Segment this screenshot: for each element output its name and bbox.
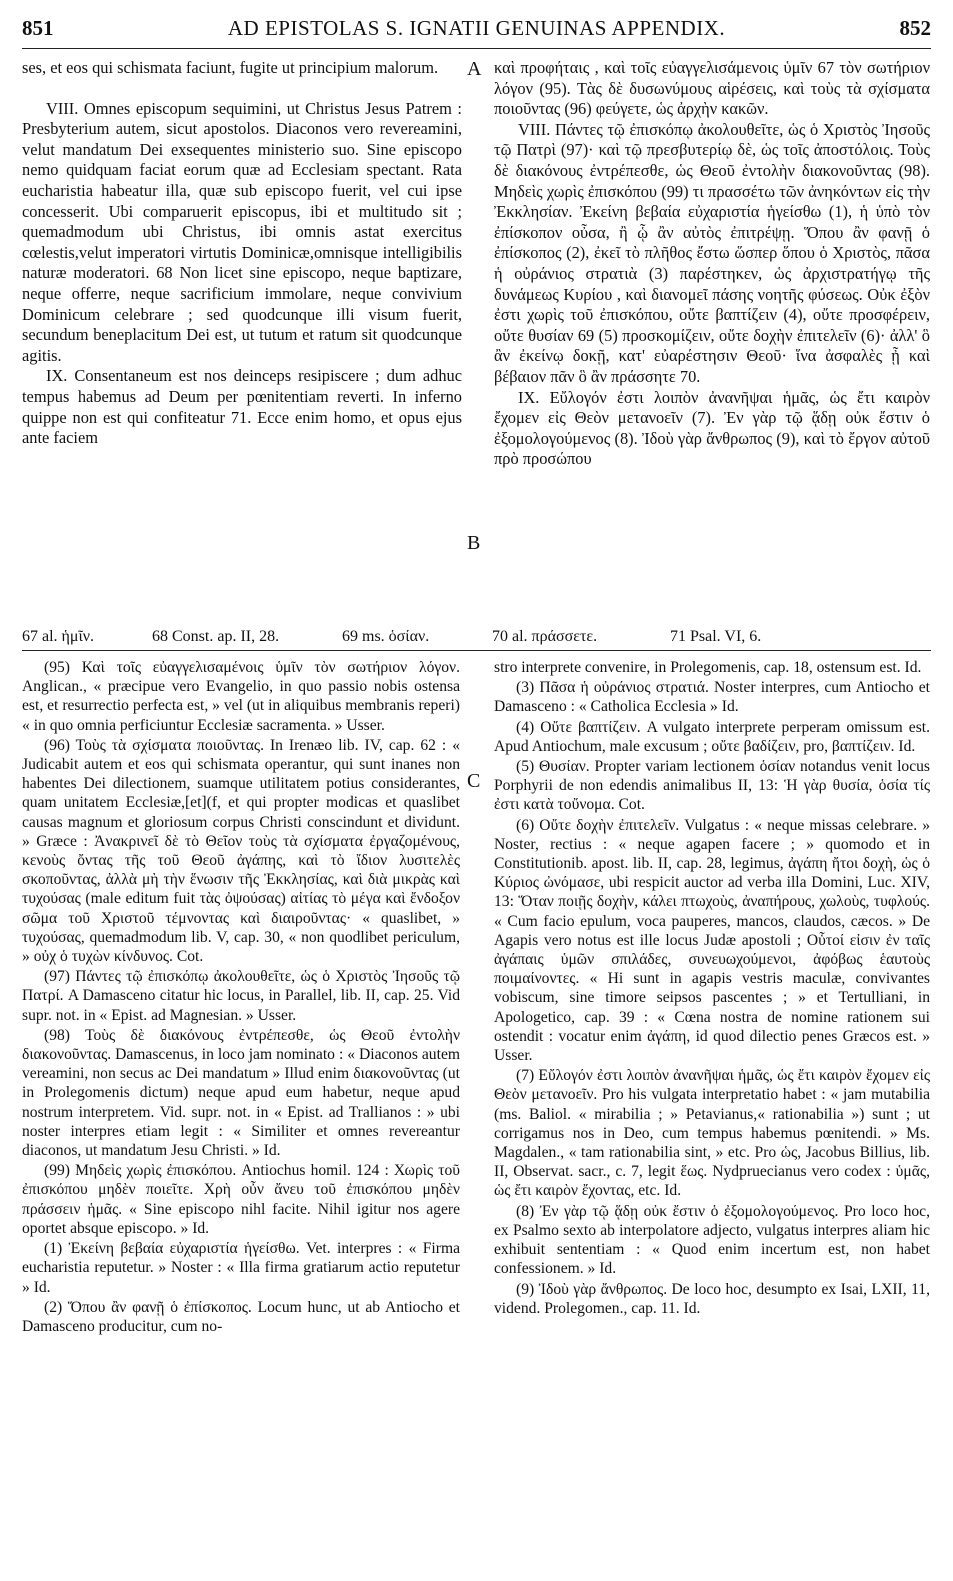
note-2: (2) Ὅπου ἂν φανῇ ὁ ἐπίσκοπος. Locum hunc, ut ab Antiocho et Damasceno producitur, cum no-: [22, 1298, 460, 1335]
note-9: (9) Ἰδοὺ γὰρ ἄνθρωπος. De loco hoc, desumpto ex Isai, LXII, 11, vidend. Prolegomen., cap. 11. Id.: [494, 1280, 930, 1317]
note-99: (99) Μηδεὶς χωρὶς ἐπισκόπου. Antiochus homil. 124 : Χωρὶς τοῦ ἐπισκόπου μηδὲν ποιεῖτε. Χρὴ οὖν ἄνευ τοῦ ἐπισκόπου μηδὲν πράσσειν ἡμᾶς. « Sine episcopo nihl facite. Nihil igitur nos agere oportet absque episcopo. » Id.: [22, 1162, 460, 1237]
greek-paragraph-viii: VIII. Πάντες τῷ ἐπισκόπῳ ἀκολουθεῖτε, ὡς ὁ Χριστὸς Ἰησοῦς τῷ Πατρὶ (97)· καὶ τῷ πρεσβυτερίῳ δὲ, ὡς τοῖς ἀποστόλοις. Τοὺς δὲ διακόνους ἐντρέπεσθε, ὡς Θεοῦ ἐντολὴν διακονοῦντας (98). Μηδεὶς χωρὶς ἐπισκόπου (99) τι πρασσέτω τῶν ἀνηκόντων εἰς τὴν Ἐκκλησίαν. Ἐκείνη βεβαία εὐχαριστία ἡγείσθω (1), ἡ ὑπὸ τὸν ἐπίσκοπον οὖσα, ἢ ᾧ ἂν αὐτὸς ἐπιτρέψῃ. Ὅπου ἂν φανῇ ὁ ἐπίσκοπος (2), ἐκεῖ τὸ πλῆθος ἔστω ὥσπερ ὅπου ὁ Χριστὸς, πᾶσα ἡ οὐράνιος στρατιὰ (3) παρέστηκεν, ὡς ἀρχιστρατήγῳ τῆς δυνάμεως Κυρίου , καὶ διανομεῖ πάσης νοητῆς φύσεως. Οὐκ ἐξὸν ἐστι χωρὶς τοῦ ἐπισκόπου, οὔτε βαπτίζειν (4), οὔτε προσφέρειν, οὔτε θυσίαν 69 (5) προσκομίζειν, οὔτε δοχὴν ἐπιτελεῖν (6)· ἀλλ' ὃ ἂν ἐκείνῳ δοκῇ, κατ' εὐαρέστησιν Θεοῦ· ἵνα ἀσφαλὲς ᾖ καὶ βέβαιον πᾶν ὃ ἂν πράσσητε 70.: [494, 119, 930, 386]
page-number-left: 851: [22, 16, 54, 40]
notes-right-column: [494, 658, 930, 1573]
latin-column: [22, 58, 462, 449]
note-4: (4) Οὔτε βαπτίζειν. A vulgato interprete perperam omissum est. Apud Antiochum, male excusum ; οὔτε βαδίζειν, pro, βαπτίζειν. Id.: [494, 718, 930, 755]
note-7: (7) Εὔλογόν ἐστι λοιπὸν ἀνανῆψαι ἡμᾶς, ὡς ἔτι καιρὸν ἔχομεν εἰς Θεὸν μετανοεῖν. Pro his vulgata interpretatio habet : « jam mutabilia (ms. Baliol. « mirabilia ; » Petavianus,« rationabilia ») sunt ; ut corrigamus nos in Deo, cum tempus habemus pœnitendi. » Ms. Magdalen., « tam rationabilia sint, » etc. Pro ὡς, Jacobus Billius, lib. II, Observat. sacr., c. 7, legit ἕως. Nydpruecianus vero codex : ὑμᾶς, ὡς ἔτι καιρὸν ἔχοντας, etc. Id.: [494, 1067, 930, 1200]
notes-left-column: [22, 658, 460, 1573]
note-1: (1) Ἐκείνη βεβαία εὐχαριστία ἡγείσθω. Vet. interpres : « Firma eucharistia reputetur. » Noster : « Illa firma gratiarum actio reputetur » Id.: [22, 1240, 460, 1296]
footnote-71: 71 Psal. VI, 6.: [670, 628, 762, 645]
footnote-69: 69 ms. ὁσίαν.: [342, 628, 430, 645]
note-95: (95) Καὶ τοῖς εὐαγγελισαμένοις ὑμῖν τὸν σωτήριον λόγον. Anglican., « præcipue vero Evangelio, in quo passio nobis ostensa est, et resurrectio perfecta est, » vel (ut in aliquibus membranis reperi) « in quo omnia perficiuntur Ecclesiæ sacramenta. » Usser.: [22, 659, 460, 734]
note-96: (96) Τοὺς τὰ σχίσματα ποιοῦντας. In Irenæo lib. IV, cap. 62 : « Judicabit autem et eos qui schismata operantur, qui sunt inanes non habentes Dei dilectionem, suamque utilitatem potius considerantes, quam unitatem Ecclesiæ,[et](f, et qui propter modicas et quaslibet causas magnum et gloriosum corpus Christi conscindunt et dividunt. » Græce : Ἀνακρινεῖ δὲ τὸ Θεῖον τοὺς τὰ σχίσματα ἐργαζομένους, κενοὺς ὄντας τῆς τοῦ Θεοῦ ἀγάπης, καὶ τὸ ἴδιον λυσιτελὲς σκοποῦντας, ἀλλὰ μὴ τὴν ἕνωσιν τῆς Ἐκκλησίας, καὶ διὰ μικρὰς καὶ τυχούσας (male editum fuit τὰς ὀψούσας) αἰτίας τὸ μέγα καὶ ἔνδοξον σῶμα τοῦ Χριστοῦ τέμνοντας καὶ διαιροῦντας· « quaslibet, » τυχούσας, quemadmodum lib. V, cap. 30, « non quodlibet periculum, » οὐχ ὁ τυχὼν κίνδυνος. Cot.: [22, 736, 460, 966]
note-3: (3) Πᾶσα ἡ οὐράνιος στρατιά. Noster interpres, cum Antiocho et Damasceno : « Catholica Ecclesia » Id.: [494, 679, 930, 716]
latin-paragraph-opening: ses, et eos qui schismata faciunt, fugite ut principium malorum.: [22, 58, 439, 77]
footnote-67: 67 al. ἡμῖν.: [22, 628, 95, 645]
note-6: (6) Οὔτε δοχὴν ἐπιτελεῖν. Vulgatus : « neque missas celebrare. » Noster, rectius : « neque agapen facere ; » quomodo et in Constitutionib. apost. lib. II, cap. 28, legimus, ἀγάπη ἤτοι δοχὴ, ὡς ὁ Κύριος ὠνόμασε, ubi respicit auctor ad verba illa Domini, Luc. XIV, 13: Ὅταν ποιῇς δοχὴν, κάλει πτωχοὺς, ἀναπήρους, χωλοὺς, τυφλούς. « Cum facio epulum, voca pauperes, mancos, claudos, cæcos. » De Agapis vero notus est ille locus Judæ apostoli ; Οὗτοί εἰσιν ἐν ταῖς ἀγάπαις ὑμῶν σπιλάδες, συνευωχούμενοι, ἀφόβως ἑαυτοὺς ποιμαίνοντες. « Hi sunt in agapis vestris maculæ, convivantes vobiscum, sine timore seipsos pascentes ; » et Tertulliani, in Apologetico, cap. 39 : « Cœna nostra de nomine rationem sui ostendit : vocatur enim ἀγάπη, id quod dilectio penes Græcos est. » Usser.: [494, 816, 930, 1065]
footnote-70: 70 al. πράσσετε.: [492, 628, 598, 645]
margin-letter-c: C: [467, 770, 481, 792]
note-2-continued: stro interprete convenire, in Prolegomenis, cap. 18, ostensum est. Id.: [494, 659, 922, 676]
footnote-68: 68 Const. ap. II, 28.: [152, 628, 280, 645]
footnote-line: [22, 628, 931, 651]
note-8: (8) Ἐν γὰρ τῷ ᾅδῃ οὐκ ἔστιν ὁ ἐξομολογούμενος. Pro loco hoc, ex Psalmo sexto ab interpolatore adjecto, vulgatus interpres aliam hic exhibuit sententiam : « Quod enim incertum est, non habet confessionem. » Id.: [494, 1202, 930, 1278]
margin-letter-a: A: [467, 58, 482, 80]
running-title: AD EPISTOLAS S. IGNATII GENUINAS APPENDIX.: [227, 16, 726, 40]
margin-letter-b: B: [467, 532, 481, 554]
greek-paragraph-opening: καὶ προφήταις , καὶ τοῖς εὐαγγελισάμενοις ὑμῖν 67 τὸν σωτήριον λόγον (95). Τὰς δὲ δυσωνύμους αἱρέσεις, καὶ τοὺς τὰ σχίσματα ποιοῦντας (96) φεύγετε, ὡς ἀρχὴν κακῶν.: [494, 58, 930, 119]
note-98: (98) Τοὺς δὲ διακόνους ἐντρέπεσθε, ὡς Θεοῦ ἐντολὴν διακονοῦντας. Damascenus, in loco jam nominato : « Diaconos autem vereamini, non secus ac Dei mandatum » Illud enim διακονοῦντας (ut in Prolegomenis dictum) neque apud eum habetur, neque apud nostrum interpretem. Vid. supr. not. in « Epist. ad Trallianos : » ubi noster interpres etiam legit : « Similiter et omnes revereantur diaconos, ut mandatum Jesu Christi. » Id.: [22, 1026, 460, 1160]
greek-column: [494, 58, 930, 470]
greek-paragraph-ix: IX. Εὔλογόν ἐστι λοιπὸν ἀνανῆψαι ἡμᾶς, ὡς ἔτι καιρὸν ἔχομεν εἰς Θεὸν μετανοεῖν (7). Ἐν γὰρ τῷ ᾅδῃ οὐκ ἔστιν ὁ ἐξομολογούμενος (8). Ἰδοὺ γὰρ ἄνθρωπος (9), καὶ τὸ ἔργον αὐτοῦ πρὸ προσώπου: [494, 387, 930, 469]
running-header: [22, 16, 931, 49]
note-5: (5) Θυσίαν. Propter variam lectionem ὁσίαν notandus venit locus Porphyrii de non edendis animalibus II, 13: Ἡ γὰρ θυσία, ὁσία τίς ἐστι κατὰ τοὔνομα. Cot.: [494, 758, 930, 814]
page-number-right: 852: [899, 16, 931, 40]
note-97: (97) Πάντες τῷ ἐπισκόπῳ ἀκολουθεῖτε, ὡς ὁ Χριστὸς Ἰησοῦς τῷ Πατρί. A Damasceno citatur hic locus, in Parallel, lib. II, cap. 25. Vid supr. not. in « Epist. ad Magnesian. » Usser.: [22, 968, 460, 1024]
latin-paragraph-ix: IX. Consentaneum est nos deinceps resipiscere ; dum adhuc tempus habemus ad Deum per pœnitentiam reverti. In inferno quippe non est qui confiteatur 71. Ecce enim homo, et opus ejus ante faciem: [22, 366, 462, 448]
latin-paragraph-viii: VIII. Omnes episcopum sequimini, ut Christus Jesus Patrem : Presbyterium autem, sicut apostolos. Diaconos vero revereamini, velut mandatum Dei exsequentes ministerio suo. Sine episcopo nemo quidquam faciat eorum quæ ad Ecclesiam spectant. Rata eucharistia habeatur illa, quæ sub episcopo fuerit, vel cui ipse concesserit. Ubi comparuerit episcopus, ibi et multitudo sit ; quemadmodum ubi Christus, ibi omnis astat exercitus cœlestis,velut imperatori virtutis Dominicæ,omnisque intelligibilis naturæ moderatori. 68 Non licet sine episcopo, neque baptizare, neque offerre, neque sacrificium immolare, neque convivium Dominicum celebrare ; sed quodcunque illi visum fuerit, secundum beneplacitum Dei est, ut tutum et ratum sit quodcunque agitis.: [22, 98, 462, 365]
